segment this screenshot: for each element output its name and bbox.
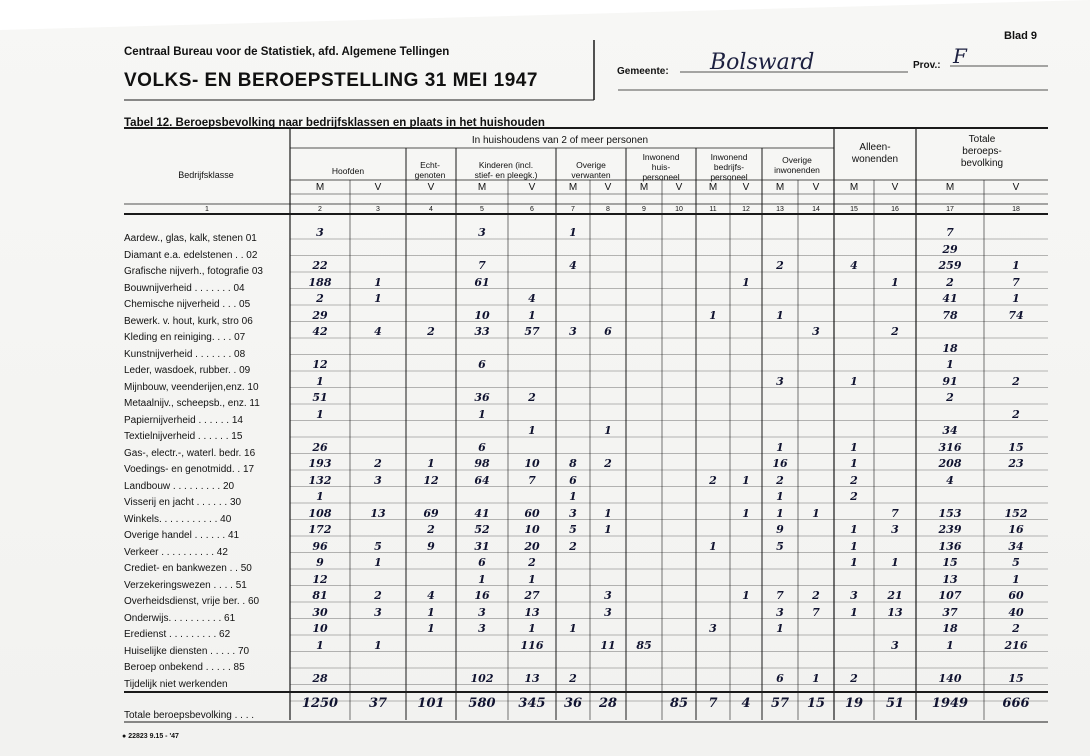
header-overige-inwonenden: Overige inwonenden — [774, 155, 820, 175]
gemeente-label: Gemeente: — [617, 66, 669, 77]
table-cell: 1 — [742, 506, 750, 520]
table-cell: 3 — [604, 605, 612, 619]
table-cell: 69 — [423, 506, 439, 520]
table-cell: 3 — [776, 605, 784, 619]
table-cell: 1 — [776, 506, 784, 520]
table-cell: 15 — [1008, 671, 1024, 685]
total-cell: 36 — [563, 696, 583, 711]
table-cell: 316 — [938, 440, 962, 454]
table-cell: 4 — [427, 589, 435, 602]
table-cell: 2 — [316, 292, 324, 305]
table-cell: 1 — [891, 556, 899, 569]
column-number: 5 — [480, 206, 484, 213]
row-label: Chemische nijverheid . . . 05 — [124, 299, 251, 310]
table-cell: 9 — [427, 539, 435, 553]
table-cell: 12 — [423, 473, 439, 487]
table-cell: 4 — [569, 259, 577, 272]
total-cell: 85 — [669, 696, 689, 711]
table-cell: 6 — [478, 358, 486, 371]
table-cell: 81 — [312, 589, 328, 602]
mv-label: V — [1012, 182, 1020, 193]
table-cell: 1 — [316, 490, 324, 503]
row-label: Landbouw . . . . . . . . . 20 — [124, 480, 235, 492]
table-cell: 41 — [942, 292, 958, 305]
table-cell: 6 — [478, 440, 486, 454]
row-label: Overige handel . . . . . . 41 — [124, 530, 240, 541]
table-cell: 193 — [308, 457, 332, 470]
table-cell: 6 — [569, 473, 577, 487]
table-cell: 21 — [887, 589, 903, 602]
table-cell: 12 — [312, 572, 328, 586]
table-cell: 60 — [1008, 589, 1024, 602]
mv-label: V — [675, 182, 683, 193]
table-cell: 1 — [316, 407, 324, 421]
table-cell: 1 — [709, 539, 717, 553]
table-cell: 3 — [478, 226, 486, 239]
province-label: Prov.: — [913, 60, 941, 71]
column-number: 4 — [429, 206, 433, 213]
mv-label: M — [315, 182, 325, 193]
row-label: Bewerk. v. hout, kurk, stro 06 — [124, 315, 253, 327]
table-cell: 3 — [569, 506, 577, 520]
mv-label: V — [604, 182, 612, 193]
table-cell: 22 — [312, 259, 328, 272]
table-cell: 13 — [524, 671, 540, 685]
print-code-text: 22823 9.15 - '47 — [128, 733, 179, 740]
form-title: VOLKS- EN BEROEPSTELLING 31 MEI 1947 — [124, 70, 538, 91]
table-cell: 3 — [316, 226, 324, 239]
table-cell: 1 — [569, 226, 577, 239]
column-number: 6 — [530, 206, 534, 213]
row-label: Visserij en jacht . . . . . . 30 — [124, 497, 242, 508]
province-value: F — [953, 44, 967, 68]
table-cell: 15 — [1008, 440, 1024, 454]
table-cell: 6 — [604, 325, 612, 338]
table-cell: 13 — [887, 605, 903, 619]
table-cell: 1 — [776, 622, 784, 635]
table-cell: 1 — [1012, 572, 1020, 586]
row-label: Onderwijs. . . . . . . . . . 61 — [124, 612, 236, 624]
column-number: 18 — [1012, 206, 1020, 213]
table-cell: 2 — [850, 473, 858, 487]
row-label: Diamant e.a. edelstenen . . 02 — [124, 249, 258, 261]
table-cell: 7 — [946, 226, 954, 239]
table-cell: 3 — [374, 473, 382, 487]
table-cell: 18 — [942, 341, 958, 355]
table-cell: 1 — [891, 275, 899, 289]
header-totale-beroepsbevolking: Totale beroeps- bevolking — [960, 134, 1004, 169]
table-cell: 152 — [1004, 506, 1028, 520]
total-cell: 15 — [806, 696, 826, 711]
table-cell: 1 — [528, 424, 536, 437]
table-cell: 1 — [427, 605, 435, 619]
mv-label: M — [945, 182, 955, 193]
table-cell: 2 — [709, 473, 717, 487]
mv-label: V — [742, 182, 750, 193]
table-cell: 4 — [528, 292, 536, 305]
table-cell: 8 — [569, 457, 577, 470]
table-cell: 1 — [569, 622, 577, 635]
table-cell: 1 — [478, 407, 486, 421]
header-inwonend-huispersoneel: Inwonend huis- personeel — [642, 152, 680, 182]
table-cell: 33 — [474, 325, 490, 338]
row-label: Gas-, electr.-, waterl. bedr. 16 — [124, 447, 256, 459]
table-cell: 13 — [524, 605, 540, 619]
total-cell: 37 — [368, 696, 388, 711]
table-cell: 102 — [470, 671, 494, 685]
table-cell: 1 — [374, 638, 382, 652]
table-cell: 1 — [528, 572, 536, 586]
table-cell: 2 — [569, 539, 577, 553]
table-cell: 16 — [1008, 523, 1024, 536]
table-title: Tabel 12. Beroepsbevolking naar bedrijfsklassen en plaats in het huishouden — [124, 117, 545, 129]
column-number: 10 — [675, 206, 683, 213]
table-cell: 1 — [604, 506, 612, 520]
table-cell: 27 — [524, 589, 540, 602]
column-number: 9 — [642, 206, 646, 213]
row-label: Beroep onbekend . . . . . 85 — [124, 662, 245, 673]
total-cell: 19 — [844, 696, 864, 711]
table-cell: 3 — [374, 605, 382, 619]
table-cell: 16 — [474, 589, 490, 602]
table-cell: 20 — [524, 539, 540, 553]
table-cell: 1 — [427, 457, 435, 470]
table-cell: 3 — [891, 638, 899, 652]
row-label: Leder, wasdoek, rubber. . 09 — [124, 365, 251, 376]
mv-label: M — [708, 182, 718, 193]
row-label: Verkeer . . . . . . . . . . 42 — [124, 546, 228, 558]
table-cell: 9 — [316, 556, 324, 569]
table-cell: 2 — [1012, 622, 1020, 635]
table-cell: 1 — [374, 292, 382, 305]
table-cell: 60 — [524, 506, 540, 520]
table-cell: 140 — [938, 671, 962, 685]
sheet-number: Blad 9 — [1004, 30, 1038, 42]
table-cell: 188 — [308, 275, 332, 289]
mv-label: V — [374, 182, 382, 193]
table-cell: 1 — [478, 572, 486, 586]
table-cell: 28 — [312, 671, 328, 685]
table-cell: 2 — [946, 275, 954, 289]
table-cell: 29 — [942, 242, 958, 256]
column-number: 1 — [205, 206, 209, 213]
row-label: Metaalnijv., scheepsb., enz. 11 — [124, 398, 260, 409]
table-cell: 98 — [474, 457, 490, 470]
total-cell: 28 — [598, 696, 618, 711]
table-cell: 1 — [776, 440, 784, 454]
column-number: 15 — [850, 206, 858, 213]
table-cell: 3 — [478, 622, 486, 635]
table-cell: 96 — [312, 539, 328, 553]
header-bedrijfsklasse: Bedrijfsklasse — [178, 170, 234, 180]
table-cell: 1 — [776, 308, 784, 322]
row-label: Overheidsdienst, vrije ber. . 60 — [124, 596, 260, 607]
row-label: Aardew., glas, kalk, stenen 01 — [124, 233, 257, 244]
mv-label: V — [891, 182, 899, 193]
table-cell: 1 — [316, 638, 324, 652]
table-cell: 42 — [312, 325, 328, 338]
mv-label: V — [528, 182, 536, 193]
column-number: 14 — [812, 206, 820, 213]
table-cell: 1 — [374, 275, 382, 289]
total-cell: 345 — [518, 696, 546, 711]
row-label: Textielnijverheid . . . . . . 15 — [124, 431, 243, 442]
table-cell: 10 — [474, 308, 490, 322]
table-cell: 7 — [776, 589, 784, 602]
table-cell: 5 — [776, 539, 784, 553]
total-cell: 580 — [468, 696, 496, 711]
table-cell: 1 — [427, 622, 435, 635]
column-number: 16 — [891, 206, 899, 213]
table-cell: 15 — [942, 556, 958, 569]
table-cell: 2 — [374, 589, 382, 602]
table-cell: 1 — [850, 440, 858, 454]
column-number: 12 — [742, 206, 750, 213]
table-cell: 1 — [742, 473, 750, 487]
mv-label: M — [639, 182, 649, 193]
table-cell: 136 — [938, 539, 962, 553]
table-cell: 2 — [812, 589, 820, 602]
mv-label: V — [812, 182, 820, 193]
table-cell: 216 — [1004, 638, 1028, 652]
row-label: Eredienst . . . . . . . . . 62 — [124, 629, 231, 640]
row-label: Winkels. . . . . . . . . . . 40 — [124, 513, 232, 525]
row-label: Kunstnijverheid . . . . . . . 08 — [124, 348, 246, 360]
table-cell: 108 — [308, 506, 332, 520]
table-cell: 26 — [312, 440, 328, 454]
table-cell: 4 — [374, 325, 382, 338]
table-cell: 2 — [374, 457, 382, 470]
table-cell: 51 — [312, 391, 328, 404]
row-label: Verzekeringswezen . . . . 51 — [124, 579, 247, 591]
table-cell: 1 — [604, 424, 612, 437]
column-number: 17 — [946, 206, 954, 213]
row-label: Voedings- en genotmidd. . 17 — [124, 464, 255, 475]
table-cell: 31 — [474, 539, 490, 553]
table-cell: 3 — [709, 622, 717, 635]
table-cell: 34 — [942, 424, 958, 437]
table-cell: 1 — [946, 358, 954, 371]
table-cell: 3 — [776, 374, 784, 388]
total-cell: 4 — [741, 696, 751, 711]
table-cell: 6 — [776, 671, 784, 685]
table-cell: 1 — [776, 490, 784, 503]
header-inwonend-bedrijfspersoneel: Inwonend bedrijfs- personeel — [710, 152, 748, 182]
table-cell: 2 — [528, 556, 536, 569]
table-cell: 2 — [427, 523, 435, 536]
table-cell: 1 — [1012, 292, 1020, 305]
table-cell: 1 — [742, 275, 750, 289]
table-cell: 10 — [524, 523, 540, 536]
table-cell: 7 — [1012, 275, 1020, 289]
total-cell: 666 — [1002, 696, 1030, 711]
total-cell: 51 — [885, 696, 905, 711]
mv-label: V — [427, 182, 435, 193]
table-cell: 9 — [776, 523, 784, 536]
table-cell: 1 — [850, 523, 858, 536]
table-cell: 1 — [374, 556, 382, 569]
table-cell: 1 — [946, 638, 954, 652]
table-cell: 18 — [942, 622, 958, 635]
table-cell: 2 — [427, 325, 435, 338]
table-cell: 259 — [938, 259, 962, 272]
table-cell: 1 — [709, 308, 717, 322]
table-cell: 1 — [528, 622, 536, 635]
table-cell: 61 — [474, 275, 490, 289]
table-cell: 74 — [1008, 308, 1024, 322]
table-cell: 4 — [850, 259, 858, 272]
header-alleenwonenden: Alleen- wonenden — [851, 142, 899, 165]
table-cell: 1 — [316, 374, 324, 388]
table-cell: 2 — [776, 259, 784, 272]
gemeente-value: Bolsward — [710, 50, 815, 75]
table-cell: 3 — [850, 589, 858, 602]
mv-label: M — [568, 182, 578, 193]
table-cell: 2 — [1012, 407, 1020, 421]
table-cell: 107 — [938, 589, 962, 602]
table-cell: 1 — [850, 605, 858, 619]
table-cell: 208 — [938, 457, 962, 470]
table-cell: 4 — [946, 473, 954, 487]
mv-label: M — [775, 182, 785, 193]
row-label: Kleding en reiniging. . . . 07 — [124, 332, 246, 343]
column-number: 13 — [776, 206, 784, 213]
table-cell: 7 — [528, 473, 536, 487]
table-cell: 1 — [742, 589, 750, 602]
table-cell: 1 — [850, 539, 858, 553]
table-cell: 1 — [528, 308, 536, 322]
table-cell: 64 — [474, 473, 490, 487]
table-cell: 7 — [891, 506, 899, 520]
table-cell: 3 — [569, 325, 577, 338]
row-label: Mijnbouw, veenderijen,enz. 10 — [124, 381, 259, 393]
bureau-name: Centraal Bureau voor de Statistiek, afd. Algemene Tellingen — [124, 46, 450, 58]
row-label: Tijdelijk niet werkenden — [124, 678, 228, 690]
header-group: In huishoudens van 2 of meer personen — [471, 135, 649, 146]
table-cell: 5 — [569, 523, 577, 536]
total-cell: 57 — [770, 696, 790, 711]
table-cell: 5 — [1012, 556, 1020, 569]
table-cell: 13 — [370, 506, 386, 520]
table-cell: 1 — [850, 457, 858, 470]
table-cell: 1 — [569, 490, 577, 503]
totals-label: Totale beroepsbevolking . . . . — [124, 710, 255, 721]
table-cell: 153 — [938, 506, 962, 520]
table-cell: 10 — [312, 622, 328, 635]
table-cell: 172 — [308, 523, 332, 536]
table-cell: 40 — [1008, 605, 1024, 619]
column-number: 2 — [318, 206, 322, 213]
column-number: 7 — [571, 206, 575, 213]
table-cell: 2 — [891, 325, 899, 338]
print-code: ● 22823 9.15 - '47 — [122, 733, 179, 740]
header-kinderen: Kinderen (incl. stief- en pleegk.) — [474, 160, 538, 180]
table-cell: 11 — [600, 638, 616, 652]
row-label: Huiselijke diensten . . . . . 70 — [124, 645, 250, 657]
total-cell: 7 — [708, 696, 718, 711]
table-cell: 1 — [604, 523, 612, 536]
table-cell: 5 — [374, 539, 382, 553]
header-overige-verwanten: Overige verwanten — [571, 160, 611, 180]
table-cell: 2 — [946, 391, 954, 404]
table-cell: 78 — [942, 308, 958, 322]
header-hoofden: Hoofden — [331, 166, 365, 176]
table-cell: 1 — [812, 671, 820, 685]
table-cell: 7 — [812, 605, 820, 619]
table-cell: 1 — [1012, 259, 1020, 272]
mv-label: M — [849, 182, 859, 193]
header-echtgenoten: Echt- genoten — [414, 160, 446, 180]
row-label: Grafische nijverh., fotografie 03 — [124, 266, 263, 277]
column-number: 3 — [376, 206, 380, 213]
table-cell: 23 — [1008, 457, 1024, 470]
table-cell: 2 — [569, 671, 577, 685]
table-cell: 85 — [636, 638, 652, 652]
table-cell: 10 — [524, 457, 540, 470]
mv-label: M — [477, 182, 487, 193]
table-cell: 2 — [604, 457, 612, 470]
table-cell: 13 — [942, 572, 958, 586]
table-cell: 52 — [474, 523, 490, 536]
table-cell: 116 — [520, 638, 544, 652]
table-cell: 41 — [474, 506, 490, 520]
table-cell: 1 — [850, 556, 858, 569]
table-cell: 3 — [812, 325, 820, 338]
table-cell: 30 — [312, 605, 328, 619]
row-label: Bouwnijverheid . . . . . . . 04 — [124, 282, 245, 294]
table-cell: 3 — [478, 605, 486, 619]
table-cell: 2 — [850, 490, 858, 503]
table-cell: 2 — [1012, 374, 1020, 388]
table-cell: 12 — [312, 358, 328, 371]
row-label: Crediet- en bankwezen . . 50 — [124, 563, 252, 574]
table-cell: 2 — [528, 391, 536, 404]
table-cell: 3 — [891, 523, 899, 536]
table-cell: 1 — [850, 374, 858, 388]
table-cell: 1 — [812, 506, 820, 520]
table-cell: 3 — [604, 589, 612, 602]
table-cell: 7 — [478, 259, 486, 272]
column-number: 8 — [606, 206, 610, 213]
table-cell: 16 — [772, 457, 788, 470]
table-cell: 29 — [312, 308, 328, 322]
table-cell: 34 — [1008, 539, 1024, 553]
table-cell: 36 — [474, 391, 490, 404]
column-number: 11 — [709, 206, 717, 213]
total-cell: 1250 — [301, 696, 339, 711]
table-cell: 91 — [942, 374, 958, 388]
total-cell: 101 — [417, 696, 445, 711]
table-cell: 2 — [850, 671, 858, 685]
table-cell: 132 — [308, 473, 332, 487]
row-label: Papiernijverheid . . . . . . 14 — [124, 414, 243, 426]
table-cell: 6 — [478, 556, 486, 569]
table-cell: 57 — [524, 325, 540, 338]
table-cell: 2 — [776, 473, 784, 487]
total-cell: 1949 — [931, 696, 969, 711]
table-cell: 37 — [942, 605, 958, 619]
table-cell: 239 — [938, 523, 962, 536]
